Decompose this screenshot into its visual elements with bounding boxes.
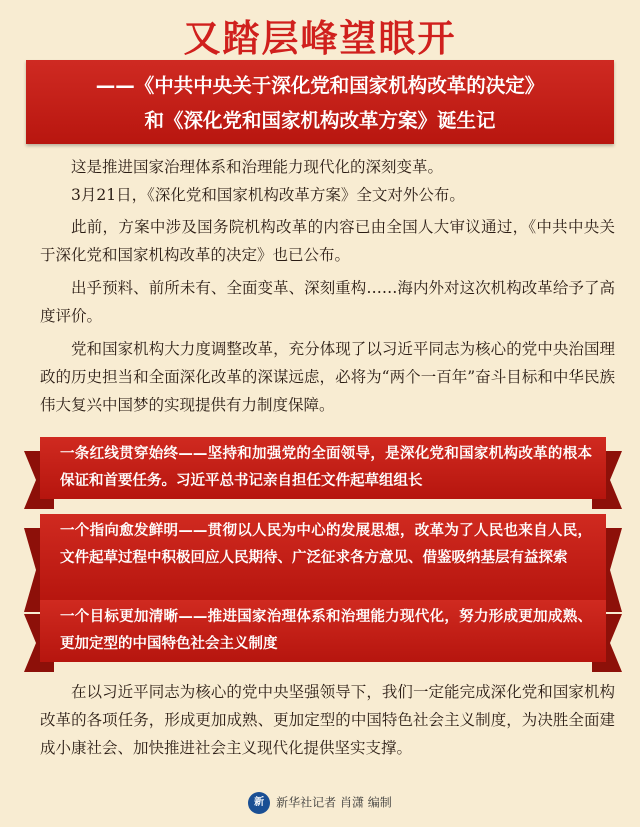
xinhua-logo-icon: 新	[248, 792, 270, 814]
paragraph-2: 3月21日，《深化党和国家机构改革方案》全文对外公布。	[71, 186, 465, 204]
paragraph-4: 出乎预料、前所未有、全面变革、深刻重构……海内外对这次机构改革给予了高度评价。	[40, 279, 615, 325]
page-title: 又踏层峰望眼开	[183, 17, 457, 60]
ribbon-goal: 一个目标更加清晰——推进国家治理体系和治理能力现代化，努力形成更加成熟、更加定型的中国特色社会主义制度	[40, 600, 606, 662]
conclusion-paragraph: 在以习近平同志为核心的党中央坚强领导下，我们一定能完成深化党和国家机构改革的各项任务，形成更加成熟、更加定型的中国特色社会主义制度，为决胜全面建成小康社会、加快推进社会主义现代化提供坚实支撑。	[40, 683, 615, 757]
paragraph-1: 这是推进国家治理体系和治理能力现代化的深刻变革。	[71, 158, 444, 176]
credit-line	[0, 792, 640, 814]
paragraph-5: 党和国家机构大力度调整改革，充分体现了以习近平同志为核心的党中央治国理政的历史担当和全面深化改革的深谋远虑，必将为“两个一百年”奋斗目标和中华民族伟大复兴中国梦的实现提供有力制度保障。	[40, 340, 615, 414]
subtitle-line-1: ——《中共中央关于深化党和国家机构改革的决定》	[95, 74, 545, 97]
paragraph-3: 此前，方案中涉及国务院机构改革的内容已由全国人大审议通过，《中共中央关于深化党和国家机构改革的决定》也已公布。	[40, 218, 615, 264]
subtitle-line-2: 和《深化党和国家机构改革方案》诞生记	[144, 109, 496, 132]
subtitle-banner	[26, 60, 614, 144]
ribbon-red-line: 一条红线贯穿始终——坚持和加强党的全面领导，是深化党和国家机构改革的根本保证和首要任务。习近平总书记亲自担任文件起草组组长	[40, 437, 606, 499]
ribbon-direction: 一个指向愈发鲜明——贯彻以人民为中心的发展思想，改革为了人民也来自人民，文件起草过程中积极回应人民期待、广泛征求各方意见、借鉴吸纳基层有益探索	[40, 514, 606, 602]
credit-text: 新华社记者 肖潇 编制	[276, 795, 392, 810]
